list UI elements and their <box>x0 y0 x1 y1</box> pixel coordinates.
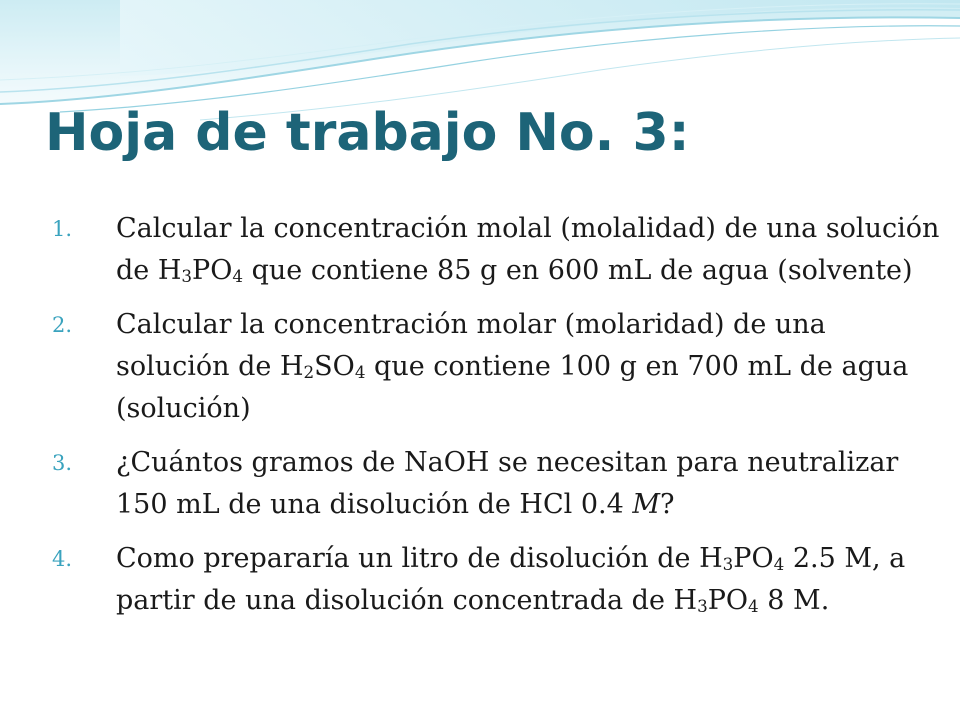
text-run: que contiene 85 g en 600 mL de agua (solvente) <box>243 255 913 286</box>
exercise-text <box>116 304 942 430</box>
subscript: 4 <box>232 266 244 286</box>
text-run: PO <box>707 585 749 616</box>
text-run: Calcular la concentración molar (molaridad) de una solución de H <box>116 309 826 382</box>
text-run: Como prepararía un litro de disolución de H <box>116 543 723 574</box>
exercise-item <box>52 208 942 292</box>
italic-text: M <box>632 489 661 520</box>
exercise-text <box>116 442 942 526</box>
exercise-item <box>52 538 942 622</box>
exercise-text <box>116 208 942 292</box>
text-run: SO <box>314 351 355 382</box>
text-run: Calcular la concentración molal (molalidad) de una solución de H <box>116 213 940 286</box>
text-run: 2.5 M, a partir de una disolución concentrada de H <box>116 543 906 616</box>
exercise-number: 4. <box>52 547 73 571</box>
exercise-item <box>52 442 942 526</box>
subscript: 3 <box>181 266 193 286</box>
exercise-item <box>52 304 942 430</box>
text-run: PO <box>192 255 233 286</box>
text-run: que contiene 100 g en 700 mL de agua (solución) <box>116 351 909 424</box>
subscript: 4 <box>773 554 785 574</box>
subscript: 2 <box>303 362 315 382</box>
text-run: ? <box>660 489 675 520</box>
text-run: PO <box>733 543 774 574</box>
subscript: 4 <box>354 362 366 382</box>
exercise-text <box>116 538 942 622</box>
exercise-number: 2. <box>52 313 73 337</box>
subscript: 3 <box>697 596 708 616</box>
slide-title: Hoja de trabajo No. 3: <box>45 103 690 163</box>
subscript: 3 <box>722 554 734 574</box>
exercise-number: 3. <box>52 451 73 475</box>
exercise-list <box>52 208 942 634</box>
text-run: ¿Cuántos gramos de NaOH se necesitan para neutralizar 150 mL de una disolución de HCl 0.4 <box>116 447 899 520</box>
subscript: 4 <box>748 596 759 616</box>
text-run: 8 M. <box>758 585 830 616</box>
exercise-number: 1. <box>52 217 73 241</box>
